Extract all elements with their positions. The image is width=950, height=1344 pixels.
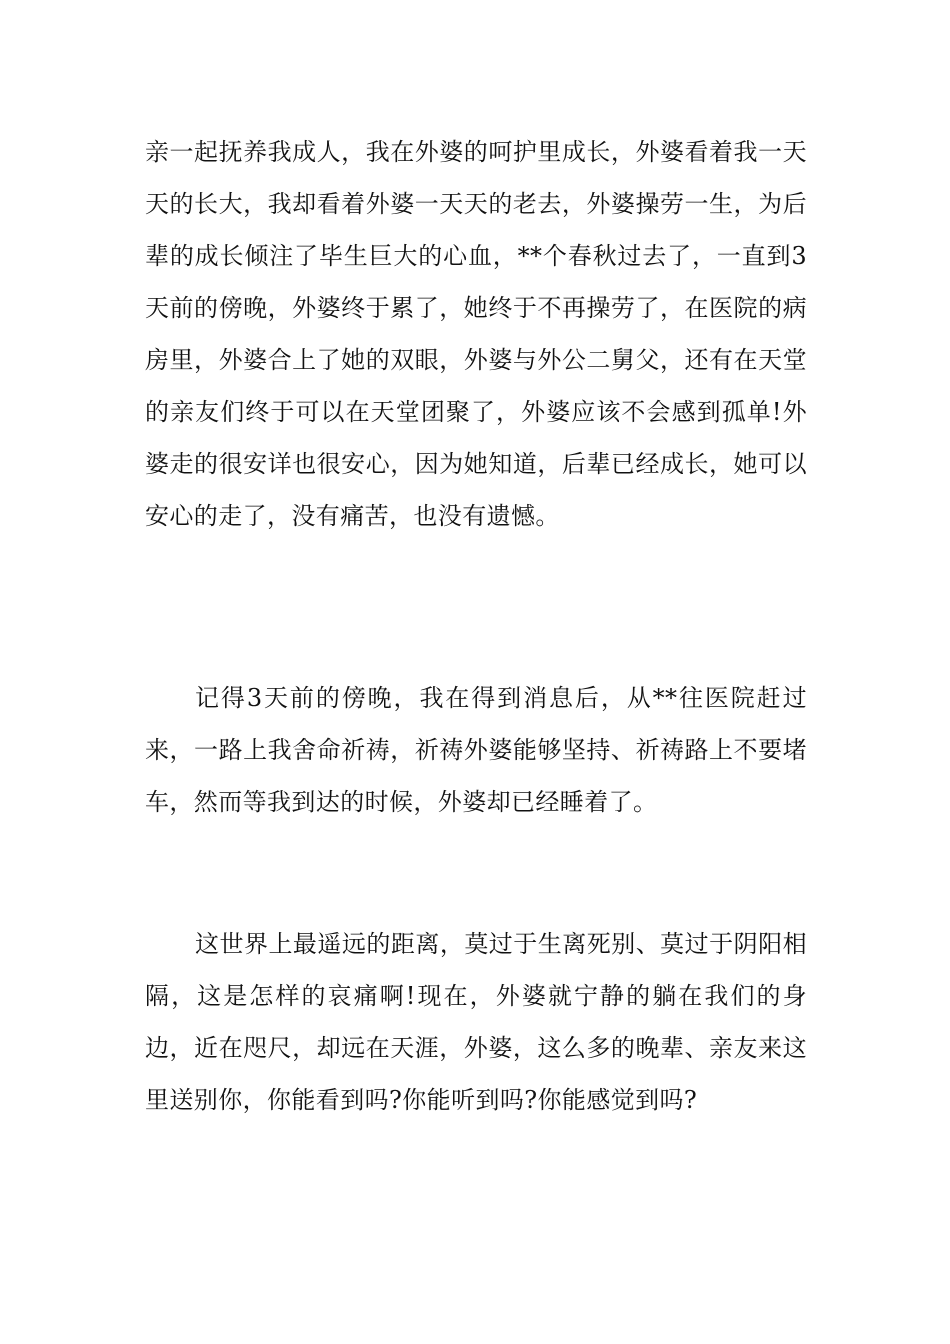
paragraph-2: 记得3天前的傍晚，我在得到消息后，从**往医院赶过来，一路上我舍命祈祷，祈祷外婆能够坚持、祈祷路上不要堵车，然而等我到达的时候，外婆却已经睡着了。 — [145, 684, 807, 816]
paragraph-3: 这世界上最遥远的距离，莫过于生离死别、莫过于阴阳相隔，这是怎样的哀痛啊!现在，外婆就宁静的躺在我们的身边，近在咫尺，却远在天涯，外婆，这么多的晚辈、亲友来这里送别你，你能看到吗?你能听到吗?你能感觉到吗? — [145, 930, 807, 1114]
paragraph-1: 亲一起抚养我成人，我在外婆的呵护里成长，外婆看着我一天天的长大，我却看着外婆一天天的老去，外婆操劳一生，为后辈的成长倾注了毕生巨大的心血，**个春秋过去了，一直到3天前的傍晚，外婆终于累了，她终于不再操劳了，在医院的病房里，外婆合上了她的双眼，外婆与外公二舅父，还有在天堂的亲友们终于可以在天堂团聚了，外婆应该不会感到孤单!外婆走的很安详也很安心，因为她知道，后辈已经成长，她可以安心的走了，没有痛苦，也没有遗憾。 — [145, 138, 807, 530]
